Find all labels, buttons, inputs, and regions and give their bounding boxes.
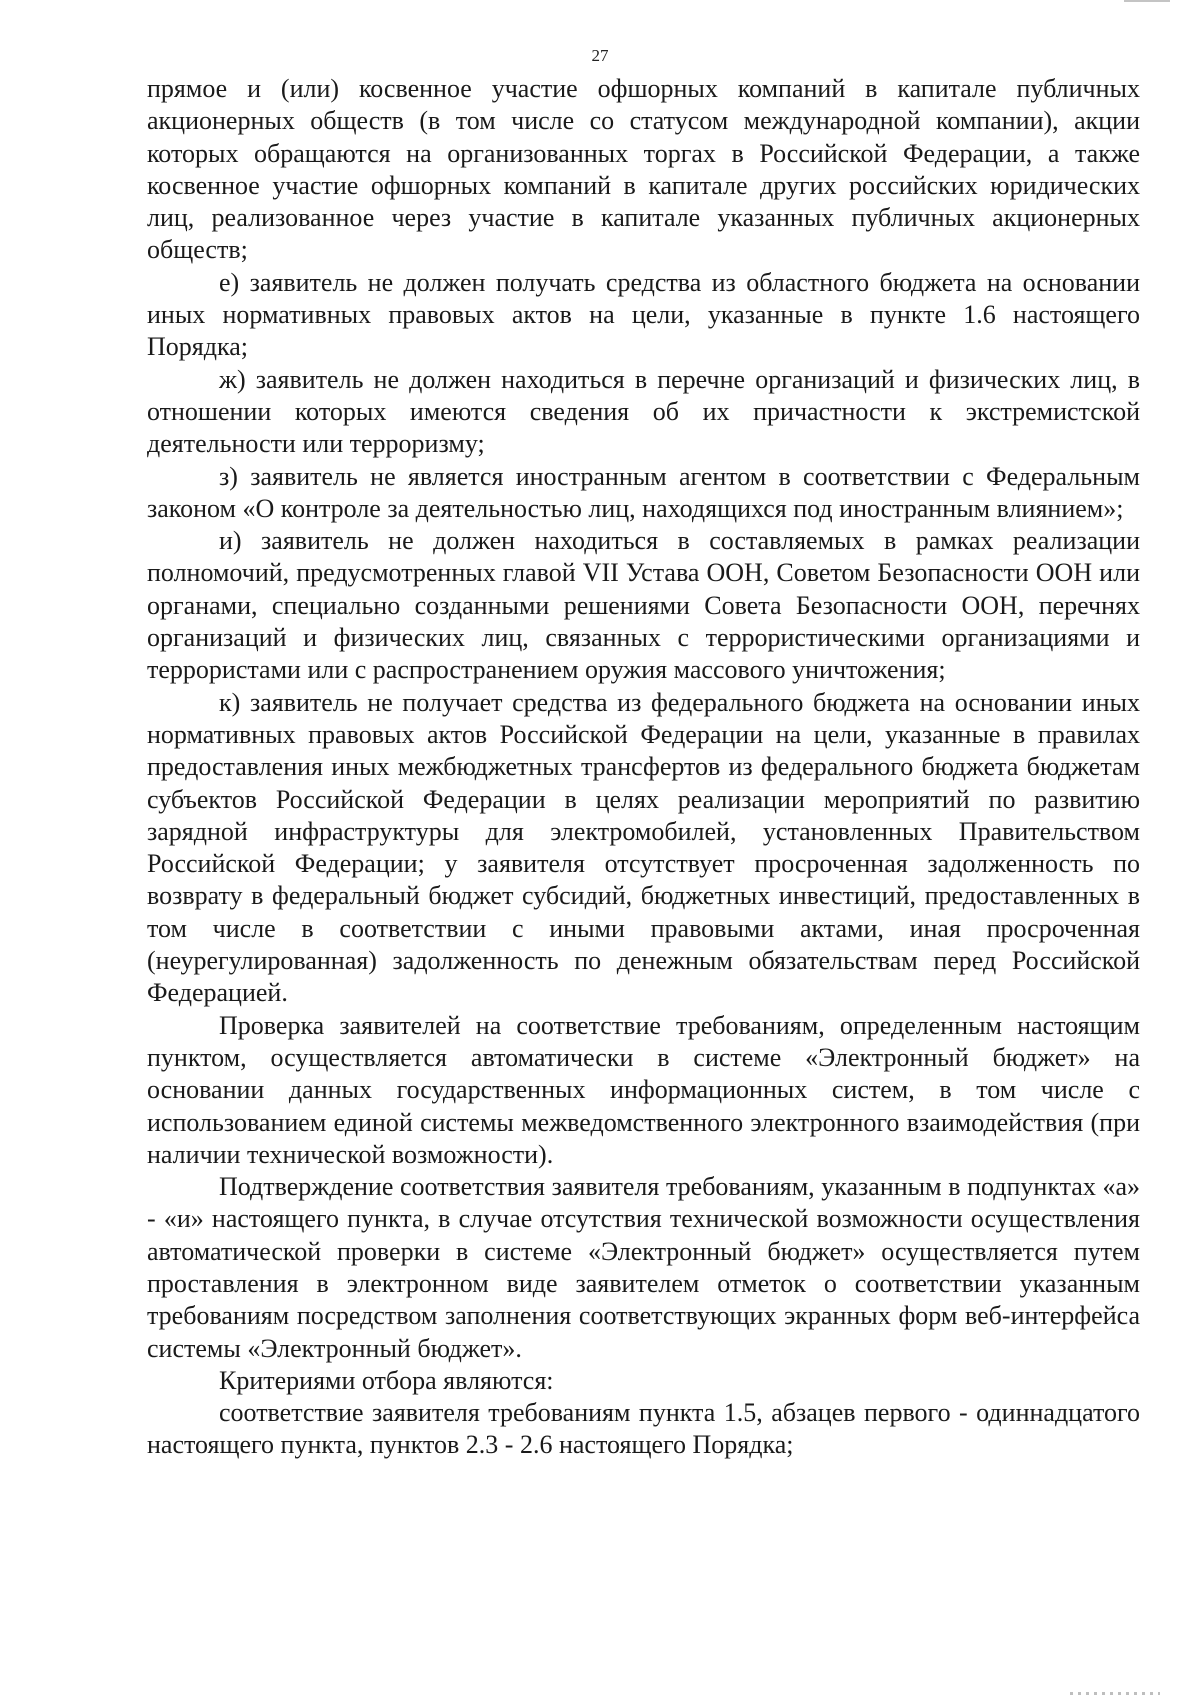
paragraph-offshore-continuation: прямое и (или) косвенное участие офшорных компаний в капитале публичных акционерных обществ (в том числе со статусом международной компании), акции которых обращаются на организованных торгах в Российской Федерации, а также косвенное участие офшорных компаний в капитале других российских юридических лиц, реализованное через участие в капитале указанных публичных акционерных обществ; bbox=[147, 74, 1140, 265]
paragraph-item-i: и) заявитель не должен находиться в составляемых в рамках реализации полномочий, предусмотренных главой VII Устава ООН, Советом Безопасности ООН или органами, специально созданными решениями Совета Безопасности ООН, перечнях организаций и физических лиц, связанных с террористическими организациями и террористами или с распространением оружия массового уничтожения; bbox=[147, 526, 1140, 685]
page-number: 27 bbox=[591, 46, 609, 65]
paragraph-item-e: е) заявитель не должен получать средства из областного бюджета на основании иных нормативных правовых актов на цели, указанные в пункте 1.6 настоящего Порядка; bbox=[147, 267, 1140, 362]
paragraph-item-zh: ж) заявитель не должен находиться в перечне организаций и физических лиц, в отношении которых имеются сведения об их причастности к экстремистской деятельности или терроризму; bbox=[147, 364, 1140, 459]
paragraph-criteria-heading: Критериями отбора являются: bbox=[219, 1365, 554, 1395]
scan-artifact-top bbox=[1124, 0, 1170, 2]
paragraph-confirmation: Подтверждение соответствия заявителя требованиям, указанным в подпунктах «а» - «и» настоящего пункта, в случае отсутствия технической возможности осуществления автоматической проверки в системе «Электронный бюджет» осуществляется путем проставления в электронном виде заявителем отметок о соответствии указанным требованиям посредством заполнения соответствующих экранных форм веб-интерфейса системы «Электронный бюджет». bbox=[147, 1172, 1140, 1363]
paragraph-item-z: з) заявитель не является иностранным агентом в соответствии с Федеральным законом «О контроле за деятельностью лиц, находящихся под иностранным влиянием»; bbox=[147, 461, 1140, 523]
paragraph-item-k: к) заявитель не получает средства из федерального бюджета на основании иных нормативных правовых актов Российской Федерации на цели, указанные в правилах предоставления иных межбюджетных трансфертов из федерального бюджета бюджетам субъектов Российской Федерации в целях реализации мероприятий по развитию зарядной инфраструктуры для электромобилей, установленных Правительством Российской Федерации; у заявителя отсутствует просроченная задолженность по возврату в федеральный бюджет субсидий, бюджетных инвестиций, предоставленных в том числе в соответствии с иными правовыми актами, иная просроченная (неурегулированная) задолженность по денежным обязательствам перед Российской Федерацией. bbox=[147, 687, 1140, 1008]
scan-artifact-bottom bbox=[1070, 1692, 1160, 1695]
paragraph-verification: Проверка заявителей на соответствие требованиям, определенным настоящим пунктом, осуществляется автоматически в системе «Электронный бюджет» на основании данных государственных информационных систем, в том числе с использованием единой системы межведомственного электронного взаимодействия (при наличии технической возможности). bbox=[147, 1010, 1140, 1169]
paragraph-criteria-compliance: соответствие заявителя требованиям пункта 1.5, абзацев первого - одиннадцатого настоящего пункта, пунктов 2.3 - 2.6 настоящего Порядка; bbox=[147, 1398, 1140, 1460]
document-body bbox=[147, 73, 1140, 1462]
